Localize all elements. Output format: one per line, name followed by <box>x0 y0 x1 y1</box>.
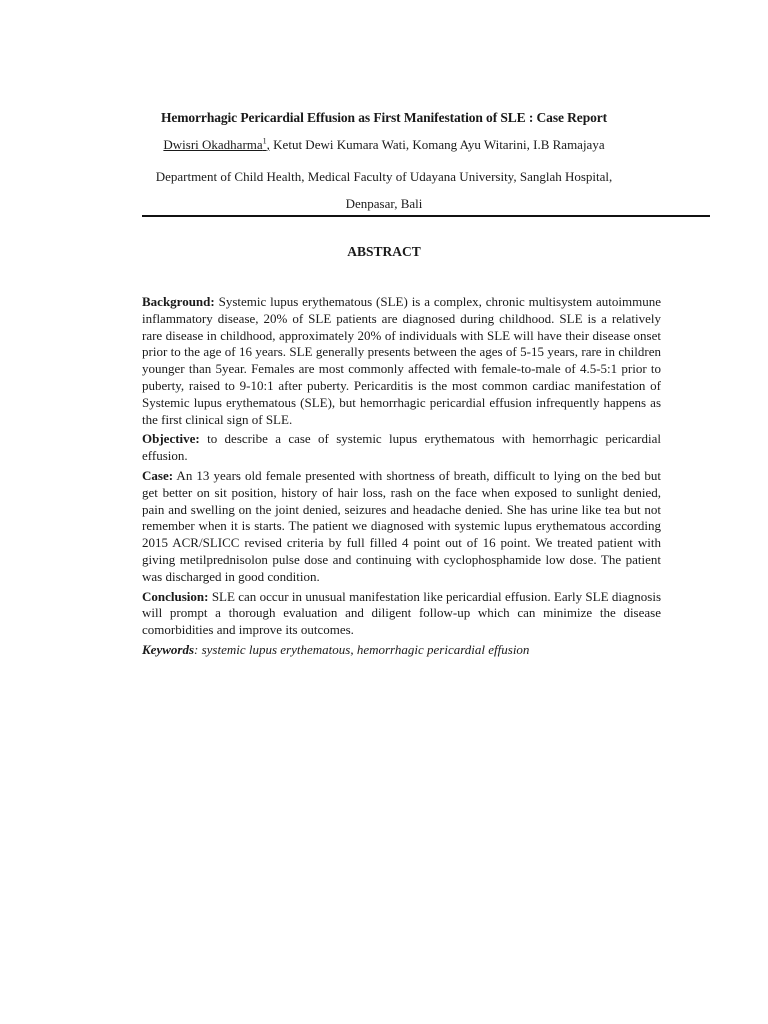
paper-title: Hemorrhagic Pericardial Effusion as First Manifestation of SLE : Case Report <box>160 110 608 125</box>
conclusion-label: Conclusion: <box>142 588 209 604</box>
keywords-label: Keywords <box>142 641 194 657</box>
objective-text: to describe a case of systemic lupus erythematous with hemorrhagic pericardial effusion. <box>142 431 661 464</box>
abstract-case <box>142 468 661 586</box>
first-author-separator: , <box>266 137 270 152</box>
background-text: Systemic lupus erythematous (SLE) is a complex, chronic multisystem autoimmune inflammatory disease, 20% of SLE patients are diagnosed during childhood. SLE is a relatively rare disease in childhood, approximately 20% of individuals with SLE will have their disease onset prior to the age of 16 years. SLE generally presents between the ages of 5-15 years, rare in children younger than 5year. Females are most commonly affected with female-to-male of 4.5-5:1 prior to puberty, raised to 9-10:1 after puberty. Pericarditis is the most common cardiac manifestation of Systemic lupus erythematous (SLE), but hemorrhagic pericardial effusion infrequently happens as the first clinical sign of SLE. <box>142 294 661 427</box>
first-author <box>163 137 270 152</box>
first-author-name: Dwisri Okadharma <box>163 137 263 152</box>
header-divider <box>142 215 710 217</box>
other-authors: Ketut Dewi Kumara Wati, Komang Ayu Witarini, I.B Ramajaya <box>269 137 605 152</box>
abstract-body <box>142 294 661 662</box>
abstract-background <box>142 294 661 428</box>
author-line <box>0 137 768 153</box>
affiliation: Department of Child Health, Medical Faculty of Udayana University, Sanglah Hospital, Denpasar, Bali <box>155 169 613 211</box>
objective-label: Objective: <box>142 431 200 447</box>
abstract-keywords <box>142 642 661 659</box>
background-label: Background: <box>142 294 215 309</box>
case-text: An 13 years old female presented with shortness of breath, difficult to lying on the bed but get better on sit position, history of hair loss, rash on the face when exposed to sunlight denied, pain and swelling on the joint denied, seizures and headache denied. She has urine like tea but not remember when it is starts. The patient we diagnosed with systemic lupus erythematous according 2015 ACR/SLICC revised criteria by full filled 4 point out of 16 point. We treated patient with giving metilprednisolon pulse dose and continuing with cyclophosphamide low dose. The patient was discharged in good condition. <box>142 467 661 584</box>
conclusion-text: SLE can occur in unusual manifestation like pericardial effusion. Early SLE diagnosis will prompt a thorough evaluation and diligent follow-up which can minimize the disease comorbidities and improve its outcomes. <box>142 588 661 638</box>
keywords-text: : systemic lupus erythematous, hemorrhagic pericardial effusion <box>194 641 530 657</box>
abstract-objective <box>142 431 661 465</box>
abstract-conclusion <box>142 589 661 639</box>
first-author-affiliation-mark: 1 <box>262 136 267 146</box>
case-label: Case: <box>142 467 174 483</box>
abstract-heading: ABSTRACT <box>347 244 421 259</box>
